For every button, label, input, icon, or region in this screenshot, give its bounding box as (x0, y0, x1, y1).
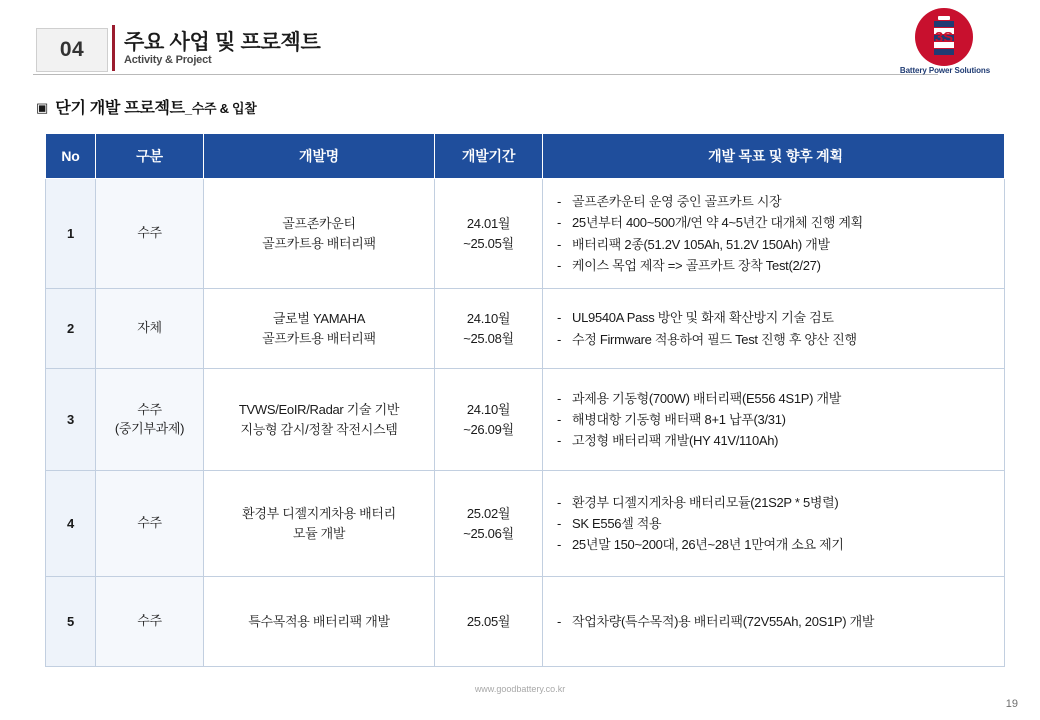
cell-period-line2: ~25.06월 (463, 525, 514, 541)
table-row (46, 179, 1005, 289)
goal-dash: - (557, 411, 562, 427)
logo-tagline: Battery Power Solutions (899, 66, 991, 75)
goal-item (557, 492, 994, 513)
cell-name-line2: 모듈 개발 (292, 525, 346, 541)
svg-text:3S: 3S (934, 29, 954, 46)
table-row (46, 471, 1005, 577)
goal-dash: - (557, 613, 562, 629)
cell-period-line1: 24.01월 (466, 216, 511, 231)
page-title: 주요 사업 및 프로젝트 (124, 31, 321, 54)
goal-text: 25년부터 400~500개/연 약 4~5년간 대개체 진행 계획 (572, 215, 863, 231)
goal-dash: - (557, 215, 562, 231)
table-header-row (46, 134, 1005, 179)
battery-3s-icon (925, 16, 963, 58)
goal-text: 골프존카운티 운영 중인 골프카트 시장 (572, 194, 782, 210)
square-bullet-icon: ▣ (36, 100, 49, 115)
col-header-period: 개발기간 (435, 134, 543, 179)
goal-item (557, 388, 994, 409)
cell-name (204, 577, 435, 667)
goal-text: UL9540A Pass 방안 및 화재 확산방지 기술 검토 (572, 310, 834, 326)
col-header-no: No (46, 134, 96, 179)
goal-dash: - (557, 236, 562, 252)
cell-no: 3 (46, 369, 96, 471)
goal-dash: - (557, 194, 562, 210)
cell-goal (543, 369, 1005, 471)
cell-period (435, 369, 543, 471)
goal-dash: - (557, 310, 562, 326)
cell-name-line2: 골프카트용 배터리팩 (262, 330, 376, 346)
goal-dash: - (557, 433, 562, 449)
header-divider (33, 74, 938, 75)
logo-circle-icon (915, 8, 973, 66)
cell-name-line2: 지능형 감시/정찰 작전시스템 (240, 421, 398, 437)
goal-item (557, 409, 994, 430)
company-logo (880, 8, 1010, 76)
cell-period (435, 179, 543, 289)
cell-goal (543, 179, 1005, 289)
cell-period-line1: 24.10월 (466, 311, 511, 326)
goal-item (557, 212, 994, 233)
section-subtitle: _수주 & 입찰 (184, 101, 257, 116)
cell-period-line2: ~25.05월 (463, 235, 514, 251)
cell-type (96, 369, 204, 471)
col-header-goal: 개발 목표 및 향후 계획 (543, 134, 1005, 179)
goal-dash: - (557, 515, 562, 531)
cell-goal (543, 577, 1005, 667)
cell-name-line1: 골프존카운티 (282, 216, 356, 231)
goal-text: 과제용 기동형(700W) 배터리팩(E556 4S1P) 개발 (572, 390, 841, 406)
cell-name (204, 471, 435, 577)
page-number: 19 (1005, 698, 1018, 710)
cell-no: 4 (46, 471, 96, 577)
goal-item (557, 191, 994, 212)
goal-item (557, 329, 994, 350)
goal-text: 고정형 배터리팩 개발(HY 41V/110Ah) (572, 433, 779, 449)
goal-text: 작업차량(특수목적)용 배터리팩(72V55Ah, 20S1P) 개발 (572, 613, 875, 629)
cell-goal (543, 471, 1005, 577)
cell-period (435, 577, 543, 667)
goal-text: SK E556셀 적용 (572, 515, 662, 531)
cell-period (435, 289, 543, 369)
table-row (46, 289, 1005, 369)
table-row (46, 577, 1005, 667)
goal-dash: - (557, 537, 562, 553)
goal-item (557, 611, 994, 632)
goal-item (557, 234, 994, 255)
cell-period-line1: 25.02월 (466, 506, 511, 521)
goal-item (557, 534, 994, 555)
cell-no: 2 (46, 289, 96, 369)
table-row (46, 369, 1005, 471)
goal-text: 환경부 디젤지게차용 배터리모듈(21S2P * 5병렬) (572, 494, 839, 510)
goal-dash: - (557, 390, 562, 406)
goal-dash: - (557, 331, 562, 347)
cell-period (435, 471, 543, 577)
cell-period-line2: ~26.09월 (463, 421, 514, 437)
cell-name (204, 369, 435, 471)
cell-type-line2: (중기부과제) (114, 420, 185, 436)
goal-item (557, 307, 994, 328)
header-accent-bar (112, 25, 115, 71)
footer-url: www.goodbattery.co.kr (474, 684, 566, 694)
cell-no: 1 (46, 179, 96, 289)
cell-name-line1: 환경부 디젤지게차용 배터리 (242, 506, 396, 521)
cell-period-line1: 25.05월 (466, 613, 511, 629)
goal-item (557, 430, 994, 451)
goal-text: 25년말 150~200대, 26년~28년 1만여개 소요 제기 (572, 537, 844, 553)
section-heading (36, 95, 257, 118)
cell-name (204, 289, 435, 369)
section-title: 단기 개발 프로젝트 (55, 100, 185, 117)
cell-period-line1: 24.10월 (466, 402, 511, 417)
col-header-type: 구분 (96, 134, 204, 179)
goal-dash: - (557, 494, 562, 510)
cell-name-line1: TVWS/EoIR/Radar 기술 기반 (238, 402, 400, 417)
slide-number: 04 (59, 38, 85, 61)
slide-number-box (36, 28, 108, 72)
cell-name-line1: 특수목적용 배터리팩 개발 (248, 613, 390, 629)
goal-text: 배터리팩 2종(51.2V 105Ah, 51.2V 150Ah) 개발 (572, 236, 830, 252)
goal-item (557, 255, 994, 276)
cell-type: 수주 (96, 471, 204, 577)
col-header-name: 개발명 (204, 134, 435, 179)
cell-name-line1: 글로벌 YAMAHA (272, 311, 366, 326)
projects-table (45, 133, 1005, 667)
goal-text: 수정 Firmware 적용하여 필드 Test 진행 후 양산 진행 (572, 331, 857, 347)
cell-no: 5 (46, 577, 96, 667)
cell-type: 수주 (96, 179, 204, 289)
page-subtitle: Activity & Project (124, 54, 212, 66)
goal-dash: - (557, 257, 562, 273)
cell-name-line2: 골프카트용 배터리팩 (262, 235, 376, 251)
goal-text: 해병대항 기동형 배터팩 8+1 납푸(3/31) (572, 411, 786, 427)
cell-goal (543, 289, 1005, 369)
cell-type-line1: 수주 (137, 401, 162, 417)
cell-type: 자체 (96, 289, 204, 369)
cell-name (204, 179, 435, 289)
goal-item (557, 513, 994, 534)
goal-text: 케이스 목업 제작 => 골프카트 장착 Test(2/27) (572, 257, 821, 273)
cell-type: 수주 (96, 577, 204, 667)
cell-period-line2: ~25.08월 (463, 330, 514, 346)
